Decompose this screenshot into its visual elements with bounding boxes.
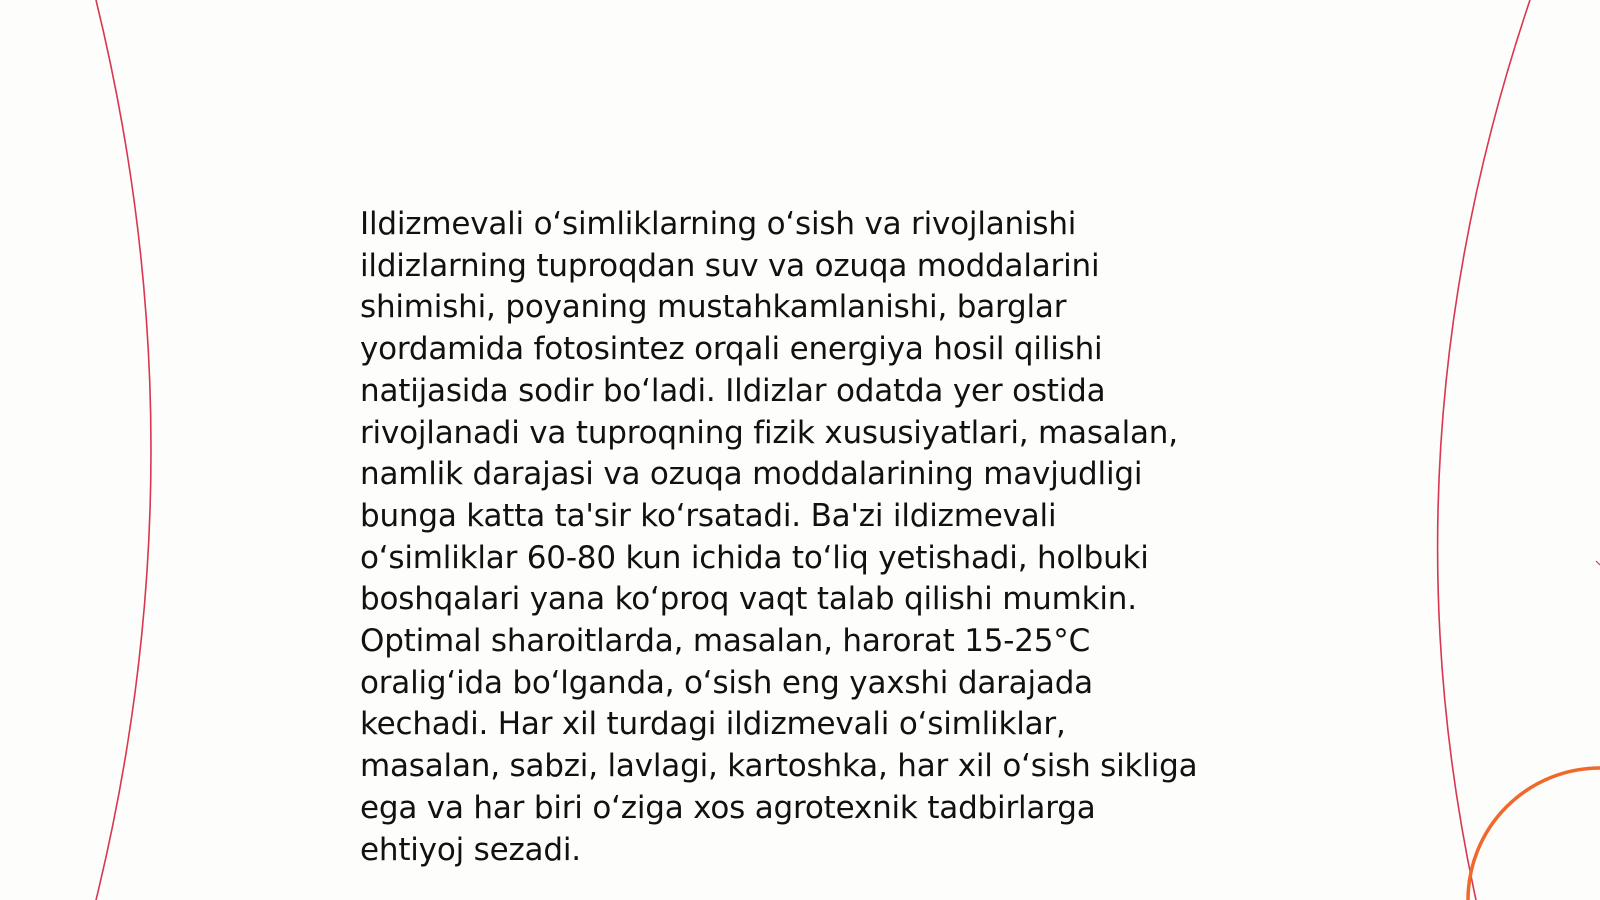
left-curve-line: [96, 0, 151, 900]
text-line: Optimal sharoitlarda, masalan, harorat 15-25°C: [360, 623, 1091, 660]
text-line: ildizlarning tuproqdan suv va ozuqa moddalarini: [360, 247, 1100, 284]
text-line: ega va har biri o‘ziga xos agrotexnik tadbirlarga: [360, 789, 1096, 826]
text-line: natijasida sodir bo‘ladi. Ildizlar odatda yer ostida: [360, 372, 1106, 409]
tiny-mark: [1596, 561, 1600, 565]
text-line: Ildizmevali o‘simliklarning o‘sish va rivojlanishi: [360, 206, 1077, 242]
text-line: rivojlanadi va tuproqning fizik xususiyatlari, masalan,: [360, 414, 1178, 451]
text-line: o‘simliklar 60-80 kun ichida to‘liq yetishadi, holbuki: [360, 539, 1149, 576]
text-line: ehtiyoj sezadi.: [360, 831, 581, 868]
text-line: shimishi, poyaning mustahkamlanishi, barglar: [360, 289, 1067, 326]
text-line: namlik darajasi va ozuqa moddalarining mavjudligi: [360, 456, 1143, 493]
text-line: kechadi. Har xil turdagi ildizmevali o‘simliklar,: [360, 706, 1066, 743]
right-curve-line: [1438, 0, 1530, 900]
text-line: boshqalari yana ko‘proq vaqt talab qilishi mumkin.: [360, 581, 1137, 618]
text-line: oralig‘ida bo‘lganda, o‘sish eng yaxshi darajada: [360, 664, 1093, 701]
orange-arc: [1468, 768, 1600, 900]
text-line: masalan, sabzi, lavlagi, kartoshka, har xil o‘sish sikliga: [360, 748, 1198, 785]
text-line: bunga katta ta'sir ko‘rsatadi. Ba'zi ildizmevali: [360, 497, 1057, 534]
text-line: yordamida fotosintez orqali energiya hosil qilishi: [360, 331, 1103, 368]
body-paragraph: [360, 204, 1240, 871]
